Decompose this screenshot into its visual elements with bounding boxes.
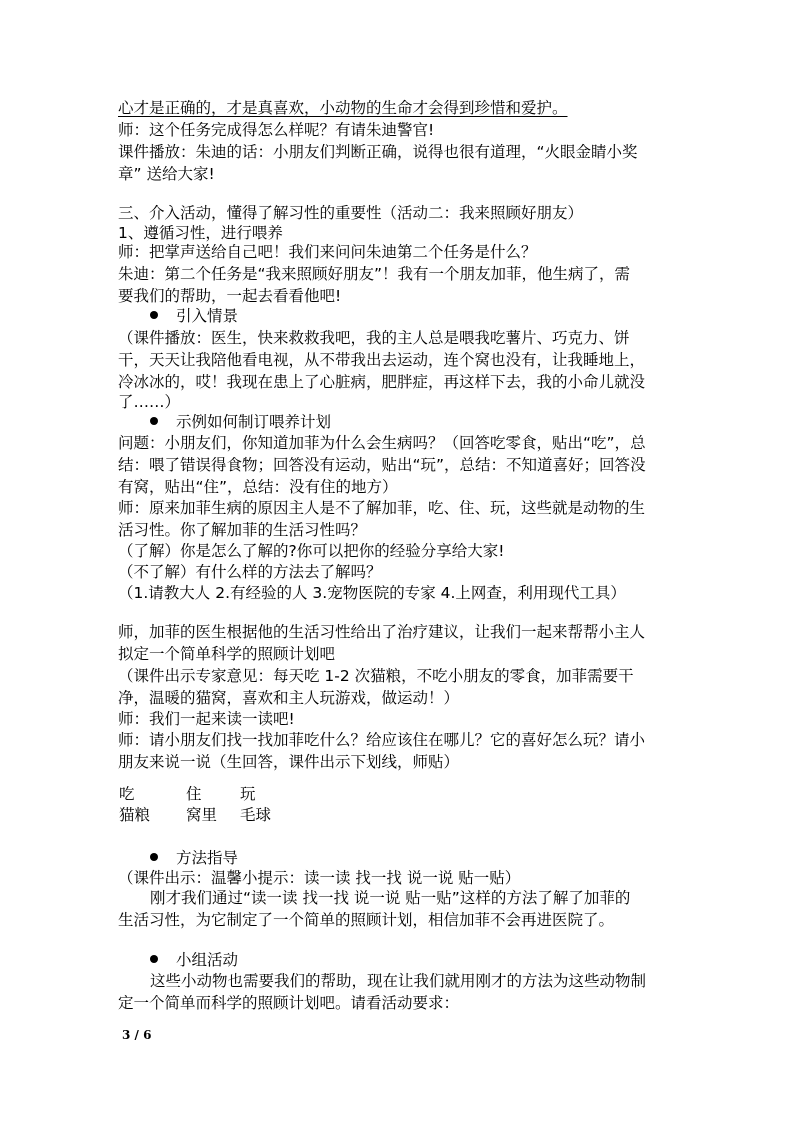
- bullet-item: [150, 306, 238, 326]
- text-line: 冷冰冰的，哎！我现在患上了心脏病，肥胖症，再这样下去，我的小命儿就没: [118, 373, 646, 391]
- section-heading: 三、介入活动，懂得了解习性的重要性（活动二：我来照顾好朋友）: [118, 204, 584, 222]
- text-line: 结：喂了错误得食物；回答没有运动，贴出“玩”，总结：不知道喜好；回答没: [118, 456, 646, 474]
- page-number: 3 / 6: [122, 1028, 152, 1042]
- text-line: 师：这个任务完成得怎么样呢？有请朱迪警官!: [118, 121, 435, 139]
- table-cell: 吃: [119, 785, 135, 803]
- subsection-heading: 1、遵循习性，进行喂养: [118, 224, 283, 242]
- bullet-dot-icon: [150, 853, 158, 861]
- text-line: 心才是正确的，才是真喜欢，小动物的生命才会得到珍惜和爱护。: [118, 99, 568, 117]
- bullet-dot-icon: [150, 417, 158, 425]
- bullet-label: 示例如何制订喂养计划: [176, 413, 332, 431]
- text-line: 刚才我们通过“读一读 找一找 说一说 贴一贴”这样的方法了解了加菲的: [150, 889, 631, 907]
- text-line: （1.请教大人 2.有经验的人 3.宠物医院的专家 4.上网查，利用现代工具）: [118, 584, 626, 602]
- table-cell: 毛球: [240, 806, 272, 824]
- bullet-label: 引入情景: [176, 307, 239, 325]
- table-cell: 窝里: [186, 806, 218, 824]
- bullet-item: [150, 950, 238, 970]
- text-line: 师：我们一起来读一读吧!: [118, 710, 295, 728]
- text-line: （课件出示：温馨小提示：读一读 找一找 说一说 贴一贴）: [118, 869, 521, 887]
- text-line: 定一个简单而科学的照顾计划吧。请看活动要求：: [118, 994, 460, 1012]
- table-cell: 玩: [240, 785, 256, 803]
- text-line: 师，加菲的医生根据他的生活习性给出了治疗建议，让我们一起来帮帮小主人: [118, 623, 646, 641]
- text-line: 净，温暖的猫窝，喜欢和主人玩游戏，做运动！）: [118, 689, 460, 707]
- bullet-item: [150, 848, 238, 868]
- text-line: 师：把掌声送给自己吧！我们来问问朱迪第二个任务是什么？: [118, 243, 537, 261]
- bullet-dot-icon: [150, 955, 158, 963]
- text-line: （课件播放：医生，快来救救我吧，我的主人总是喂我吃薯片、巧克力、饼: [118, 329, 630, 347]
- bullet-label: 小组活动: [176, 951, 239, 969]
- table-cell: 住: [186, 785, 202, 803]
- text-line: 有窝，贴出“住”，总结：没有住的地方）: [118, 478, 398, 496]
- text-line: 师：原来加菲生病的原因主人是不了解加菲，吃、住、玩，这些就是动物的生: [118, 499, 646, 517]
- text-line: 了……）: [118, 393, 181, 411]
- text-line: 课件播放：朱迪的话：小朋友们判断正确，说得也很有道理，“火眼金睛小奖: [118, 143, 638, 161]
- text-line: 问题：小朋友们，你知道加菲为什么会生病吗？（回答吃零食，贴出“吃”，总: [118, 434, 646, 452]
- text-line: 干，天天让我陪他看电视，从不带我出去运动，连个窝也没有，让我睡地上，: [118, 351, 646, 369]
- text-line: 拟定一个简单科学的照顾计划吧: [118, 645, 336, 663]
- text-line: （了解）你是怎么了解的?你可以把你的经验分享给大家!: [118, 542, 505, 560]
- text-line: （课件出示专家意见：每天吃 1-2 次猫粮，不吃小朋友的零食，加菲需要干: [118, 667, 634, 685]
- text-line: 生活习性，为它制定了一个简单的照顾计划，相信加菲不会再进医院了。: [118, 911, 615, 929]
- text-line: 师：请小朋友们找一找加菲吃什么？给应该住在哪儿？它的喜好怎么玩？请小: [118, 731, 646, 749]
- table-cell: 猫粮: [119, 806, 151, 824]
- text-line: 要我们的帮助，一起去看看他吧!: [118, 287, 342, 305]
- text-line: 朱迪：第二个任务是“我来照顾好朋友”！我有一个朋友加菲，他生病了，需: [118, 265, 631, 283]
- text-line: 这些小动物也需要我们的帮助，现在让我们就用刚才的方法为这些动物制: [150, 972, 647, 990]
- bullet-label: 方法指导: [176, 849, 239, 867]
- text-line: 朋友来说一说（生回答，课件出示下划线，师贴）: [118, 753, 460, 771]
- text-line: 章” 送给大家!: [118, 165, 215, 183]
- bullet-dot-icon: [150, 311, 158, 319]
- text-line: 活习性。你了解加菲的生活习性吗？: [118, 521, 367, 539]
- text-line: （不了解）有什么样的方法去了解吗？: [118, 563, 382, 581]
- bullet-item: [150, 412, 331, 432]
